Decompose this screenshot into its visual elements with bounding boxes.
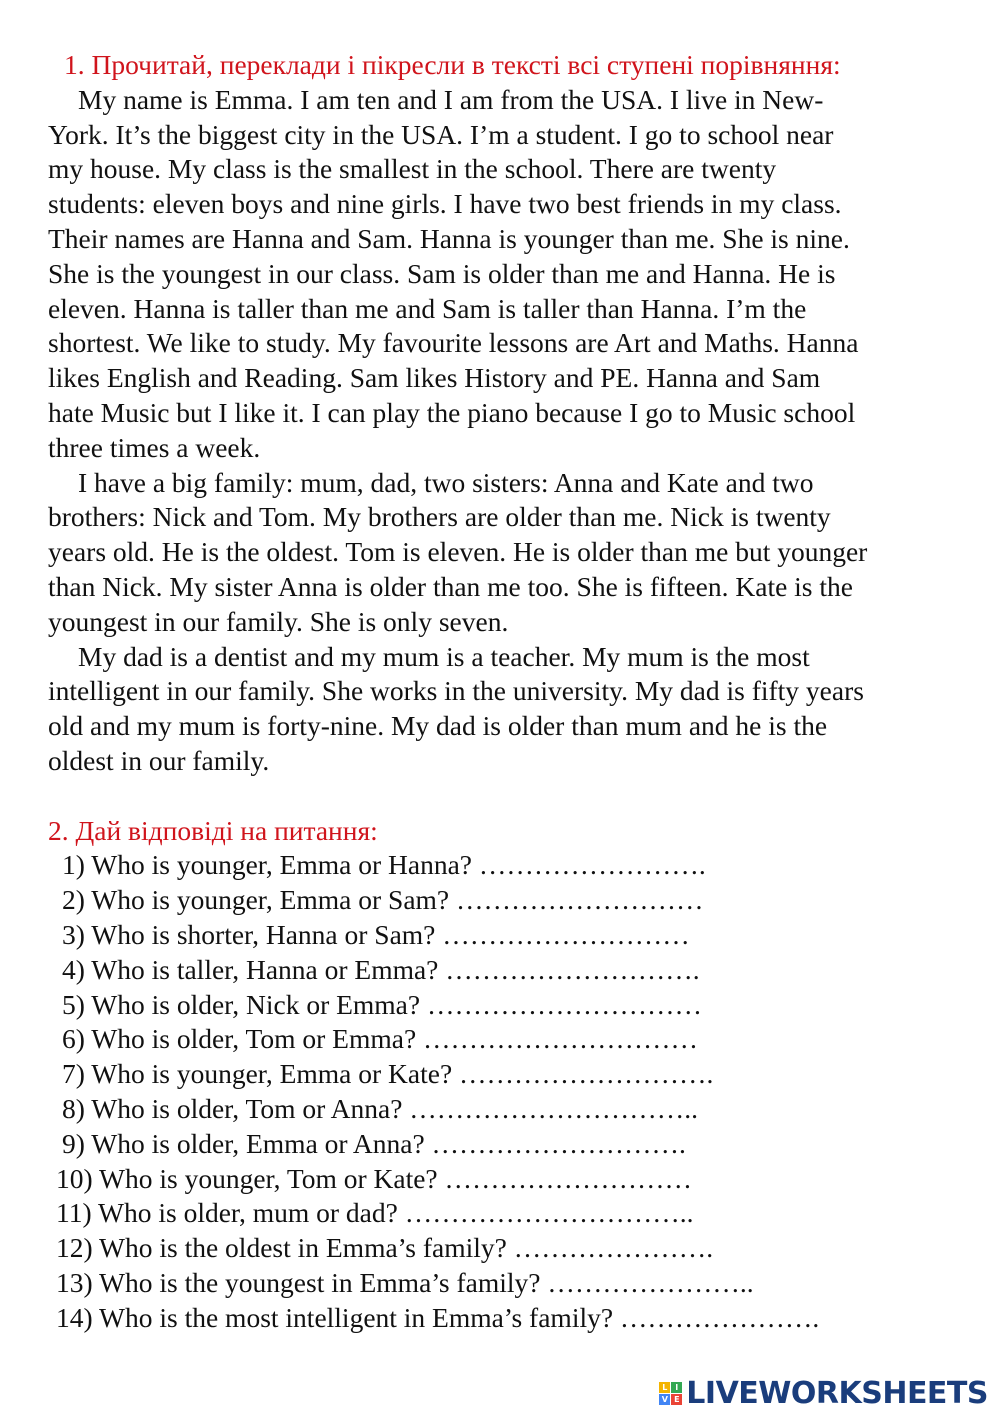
question-item: 2) Who is younger, Emma or Sam? ……………………… — [62, 884, 704, 916]
text-line: years old. He is the oldest. Tom is eleven. He is older than me but younger — [48, 536, 868, 568]
text-line: My name is Emma. I am ten and I am from the USA. I live in New- — [78, 83, 824, 115]
question-item: 10) Who is younger, Tom or Kate? ……………………… — [56, 1162, 693, 1194]
question-item: 3) Who is shorter, Hanna or Sam? ……………………… — [62, 918, 690, 950]
question-item: 7) Who is younger, Emma or Kate? ………………………. — [62, 1058, 714, 1090]
question-item: 8) Who is older, Tom or Anna? ………………………….. — [62, 1092, 699, 1124]
task2-title: 2. Дай відповіді на питання: — [48, 814, 378, 846]
text-line: She is the youngest in our class. Sam is older than me and Hanna. He is — [48, 257, 836, 289]
question-item: 13) Who is the youngest in Emma’s family? ………………….. — [56, 1266, 754, 1298]
question-item: 4) Who is taller, Hanna or Emma? ………………………. — [62, 953, 700, 985]
text-line: than Nick. My sister Anna is older than me too. She is fifteen. Kate is the — [48, 570, 853, 602]
worksheet — [48, 48, 978, 1335]
text-line: Their names are Hanna and Sam. Hanna is younger than me. She is nine. — [48, 222, 850, 254]
text-line: hate Music but I like it. I can play the piano because I go to Music school — [48, 396, 856, 428]
text-line: eleven. Hanna is taller than me and Sam is taller than Hanna. I’m the — [48, 292, 807, 324]
questions-list — [48, 848, 978, 1335]
text-line: likes English and Reading. Sam likes History and PE. Hanna and Sam — [48, 362, 821, 394]
text-line: old and my mum is forty-nine. My dad is older than mum and he is the — [48, 710, 828, 742]
text-line: brothers: Nick and Tom. My brothers are older than me. Nick is twenty — [48, 501, 831, 533]
task1-title: 1. Прочитай, переклади і пікресли в тексті всі ступені порівняння: — [64, 49, 841, 80]
text-line: three times a week. — [48, 431, 261, 463]
question-item: 12) Who is the oldest in Emma’s family? …………………. — [56, 1232, 714, 1264]
question-item: 14) Who is the most intelligent in Emma’s family? …………………. — [56, 1301, 820, 1333]
reading-text — [48, 83, 978, 779]
liveworksheets-logo — [659, 1376, 988, 1411]
text-line: My dad is a dentist and my mum is a teacher. My mum is the most — [78, 640, 810, 672]
logo-text: LIVEWORKSHEETS — [686, 1376, 988, 1411]
text-line: youngest in our family. She is only seven. — [48, 605, 509, 637]
text-line: students: eleven boys and nine girls. I have two best friends in my class. — [48, 188, 842, 220]
question-item: 6) Who is older, Tom or Emma? ………………………… — [62, 1023, 699, 1055]
text-line: shortest. We like to study. My favourite lessons are Art and Maths. Hanna — [48, 327, 859, 359]
text-line: oldest in our family. — [48, 744, 270, 776]
text-line: York. It’s the biggest city in the USA. I’m a student. I go to school near — [48, 118, 834, 150]
text-line: intelligent in our family. She works in the university. My dad is fifty years — [48, 675, 864, 707]
text-line: I have a big family: mum, dad, two sisters: Anna and Kate and two — [78, 466, 814, 498]
question-item: 11) Who is older, mum or dad? ………………………….. — [56, 1197, 694, 1229]
question-item: 5) Who is older, Nick or Emma? ………………………… — [62, 988, 702, 1020]
question-item: 1) Who is younger, Emma or Hanna? ……………………. — [62, 849, 706, 881]
logo-cube-icon: L I V E — [659, 1382, 682, 1405]
text-line: my house. My class is the smallest in the school. There are twenty — [48, 153, 777, 185]
question-item: 9) Who is older, Emma or Anna? ………………………. — [62, 1127, 686, 1159]
